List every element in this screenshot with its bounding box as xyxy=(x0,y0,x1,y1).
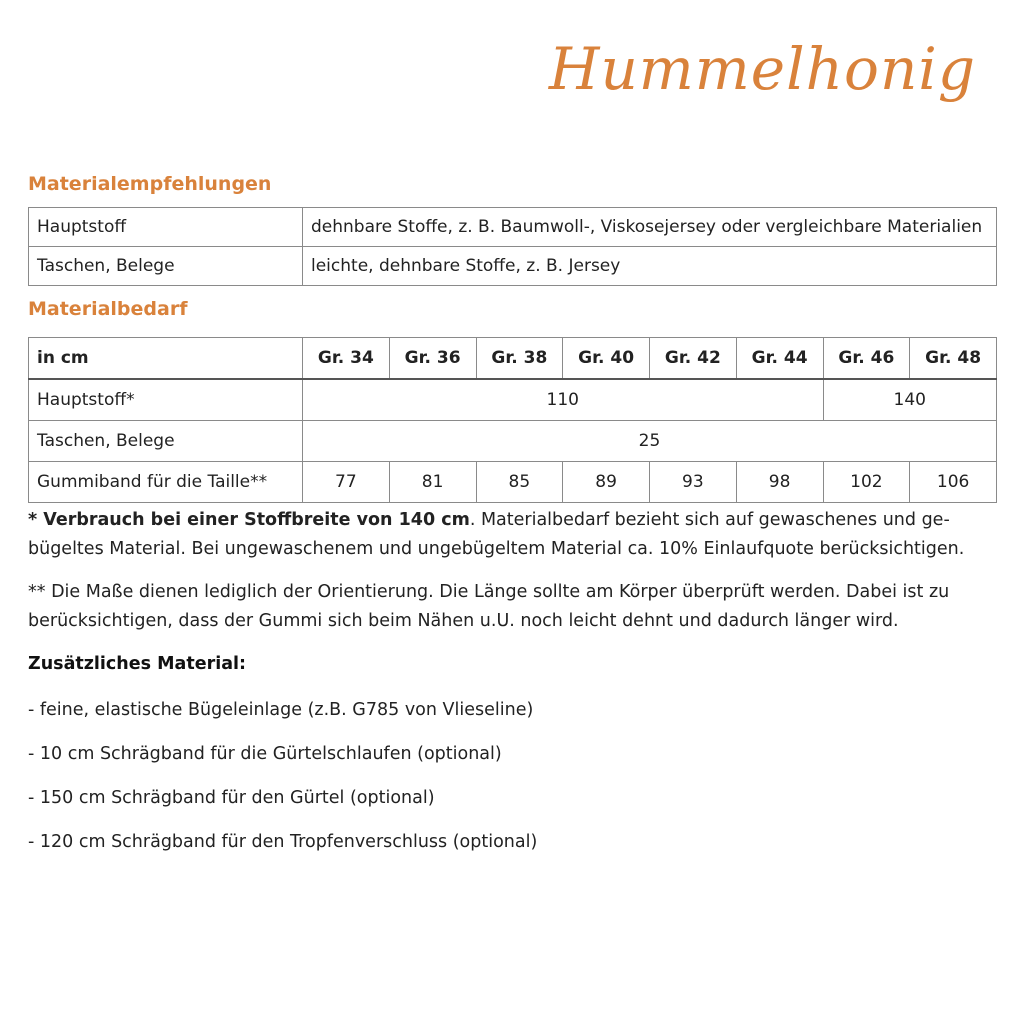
header-size: Gr. 46 xyxy=(823,338,910,380)
cell-value: 106 xyxy=(910,462,997,503)
header-size: Gr. 42 xyxy=(650,338,737,380)
row-label: Hauptstoff xyxy=(29,208,303,247)
header-size: Gr. 40 xyxy=(563,338,650,380)
additional-material-title: Zusätzliches Material: xyxy=(28,654,247,674)
row-label: Gummiband für die Taille** xyxy=(29,462,303,503)
header-size: Gr. 34 xyxy=(303,338,390,380)
list-item: - 10 cm Schrägband für die Gürtelschlaufen (optional) xyxy=(28,744,502,764)
footnote-consumption-text: . Materialbedarf bezieht sich auf gewaschenes und ge-bügeltes Material. Bei ungewaschenem und ungebügeltem Material ca. 10% Einlaufquote berücksichtigen. xyxy=(28,510,965,559)
list-item: - 150 cm Schrägband für den Gürtel (optional) xyxy=(28,788,435,808)
footnote-consumption-bold: * Verbrauch bei einer Stoffbreite von 140 cm xyxy=(28,510,470,530)
row-label: Taschen, Belege xyxy=(29,421,303,462)
header-size: Gr. 38 xyxy=(476,338,563,380)
cell-value: 110 xyxy=(303,379,824,421)
cell-value: 77 xyxy=(303,462,390,503)
list-item: - 120 cm Schrägband für den Tropfenverschluss (optional) xyxy=(28,832,538,852)
cell-value: 89 xyxy=(563,462,650,503)
cell-value: 81 xyxy=(389,462,476,503)
footnote-measurements: ** Die Maße dienen lediglich der Orientierung. Die Länge sollte am Körper überprüft werden. Dabei ist zu berücksichtigen, dass der Gummi sich beim Nähen u.U. noch leicht dehnt und dadurch länger wird. xyxy=(28,582,950,631)
cell-value: 85 xyxy=(476,462,563,503)
table-row xyxy=(29,247,997,286)
header-size: Gr. 48 xyxy=(910,338,997,380)
row-label: Taschen, Belege xyxy=(29,247,303,286)
header-size: Gr. 44 xyxy=(736,338,823,380)
list-item: - feine, elastische Bügeleinlage (z.B. G785 von Vlieseline) xyxy=(28,700,534,720)
cell-value: 140 xyxy=(823,379,997,421)
brand-logo: Hummelhonig xyxy=(548,35,976,103)
section-title-recommendations: Materialempfehlungen xyxy=(28,173,272,195)
row-label: Hauptstoff* xyxy=(29,379,303,421)
table-row xyxy=(29,379,997,421)
recommendations-table xyxy=(28,207,997,286)
footnote-consumption xyxy=(28,506,988,564)
section-title-requirements: Materialbedarf xyxy=(28,298,188,320)
cell-value: 93 xyxy=(650,462,737,503)
table-row xyxy=(29,462,997,503)
header-unit: in cm xyxy=(29,338,303,380)
row-value: dehnbare Stoffe, z. B. Baumwoll-, Viskosejersey oder vergleichbare Materialien xyxy=(303,208,997,247)
cell-value: 102 xyxy=(823,462,910,503)
cell-value: 98 xyxy=(736,462,823,503)
requirements-table xyxy=(28,337,997,503)
header-size: Gr. 36 xyxy=(389,338,476,380)
table-header-row xyxy=(29,338,997,380)
table-row xyxy=(29,208,997,247)
row-value: leichte, dehnbare Stoffe, z. B. Jersey xyxy=(303,247,997,286)
cell-value: 25 xyxy=(303,421,997,462)
table-row xyxy=(29,421,997,462)
